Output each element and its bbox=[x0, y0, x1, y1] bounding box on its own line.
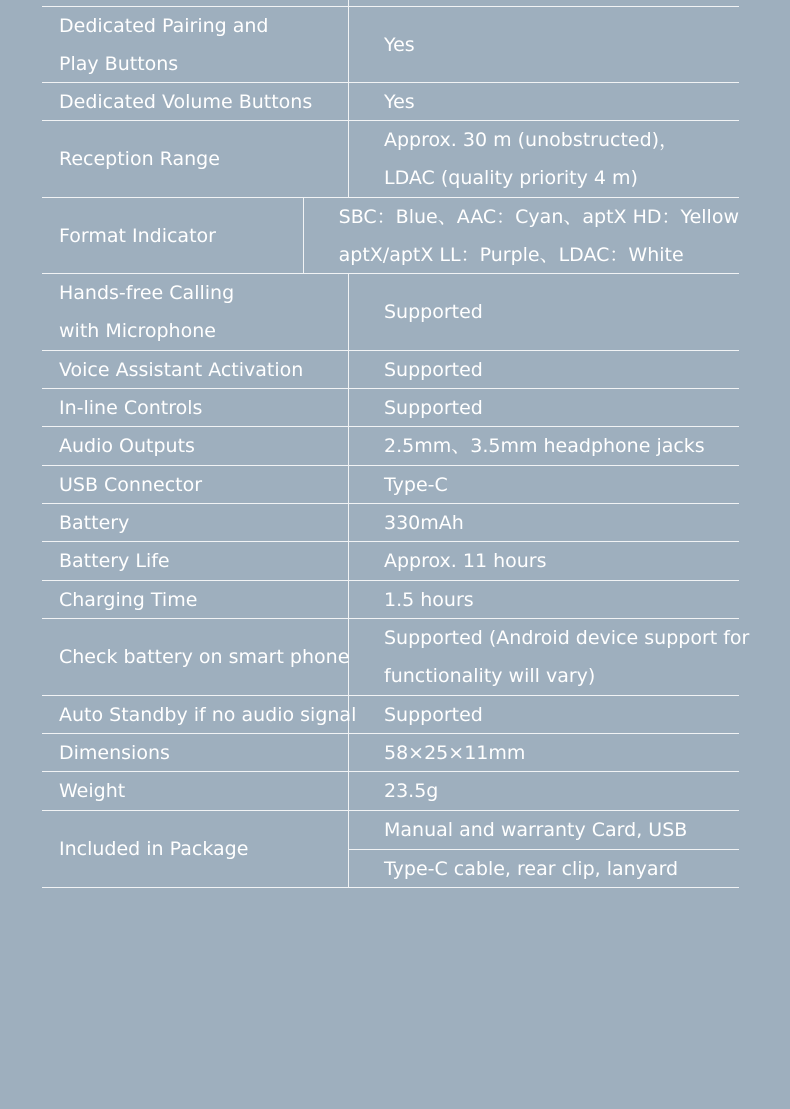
spec-label bbox=[42, 274, 349, 350]
spec-label-line: Included in Package bbox=[59, 838, 249, 860]
spec-label bbox=[42, 811, 349, 887]
spec-row-weight bbox=[42, 772, 739, 811]
spec-label bbox=[42, 198, 304, 273]
spec-value bbox=[349, 389, 739, 426]
spec-label-line: Audio Outputs bbox=[59, 435, 195, 457]
spec-label bbox=[42, 0, 349, 6]
spec-value bbox=[349, 7, 739, 82]
spec-value-line: functionality will vary) bbox=[384, 665, 596, 687]
spec-value bbox=[349, 581, 739, 618]
spec-value-line: Type-C cable, rear clip, lanyard bbox=[349, 849, 739, 887]
spec-row-battery bbox=[42, 504, 739, 542]
spec-label-line: Dedicated Pairing and bbox=[59, 14, 269, 37]
spec-label-line: Auto Standby if no audio signal bbox=[59, 703, 357, 726]
spec-label bbox=[42, 83, 349, 120]
spec-value bbox=[349, 427, 739, 465]
spec-value bbox=[349, 466, 739, 503]
spec-label-line: Play Buttons bbox=[59, 52, 179, 75]
spec-label bbox=[42, 351, 349, 388]
spec-row-pairing-buttons bbox=[42, 7, 739, 83]
spec-label-line: Hands-free Calling bbox=[59, 282, 235, 304]
spec-value bbox=[349, 351, 739, 388]
spec-row-audio-outputs bbox=[42, 427, 739, 466]
spec-value-line: 58×25×11mm bbox=[384, 741, 526, 764]
spec-row-dimensions bbox=[42, 734, 739, 772]
spec-label-line: Dimensions bbox=[59, 741, 170, 764]
spec-row-format-indicator bbox=[42, 198, 739, 274]
spec-label bbox=[42, 542, 349, 580]
spec-value bbox=[349, 696, 739, 733]
spec-value-line: LDAC (quality priority 4 m) bbox=[384, 167, 638, 189]
spec-value-line: 330mAh bbox=[384, 511, 464, 534]
spec-row-voice-assistant bbox=[42, 351, 739, 389]
spec-label-line: Voice Assistant Activation bbox=[59, 358, 304, 381]
spec-row-reception-range bbox=[42, 121, 739, 198]
spec-label bbox=[42, 389, 349, 426]
spec-label-line: Battery bbox=[59, 511, 130, 534]
spec-value bbox=[349, 0, 739, 6]
spec-value bbox=[349, 274, 739, 350]
spec-label bbox=[42, 581, 349, 618]
spec-label bbox=[42, 772, 349, 810]
spec-label-line: Charging Time bbox=[59, 588, 198, 611]
spec-value bbox=[304, 198, 739, 273]
spec-value bbox=[349, 83, 739, 120]
spec-label-line: Check battery on smart phone bbox=[59, 646, 350, 668]
spec-value-line: Approx. 11 hours bbox=[384, 550, 547, 572]
spec-row-auto-standby bbox=[42, 696, 739, 734]
spec-value-line: Type-C bbox=[384, 473, 448, 496]
spec-value-line: aptX/aptX LL：Purple、LDAC：White bbox=[338, 243, 684, 266]
spec-label bbox=[42, 466, 349, 503]
spec-row-included-package bbox=[42, 811, 739, 888]
spec-value-line: SBC：Blue、AAC：Cyan、aptX HD：Yellow bbox=[338, 205, 739, 228]
spec-row-usb-connector bbox=[42, 466, 739, 504]
spec-label-line: Format Indicator bbox=[59, 224, 216, 247]
spec-label-line: Dedicated Volume Buttons bbox=[59, 90, 313, 113]
spec-label-line: Weight bbox=[59, 780, 126, 802]
spec-value bbox=[349, 772, 739, 810]
spec-label bbox=[42, 734, 349, 771]
spec-row-inline-controls bbox=[42, 389, 739, 427]
spec-label-line: Battery Life bbox=[59, 550, 170, 572]
spec-label bbox=[42, 619, 349, 695]
spec-value-line: Supported bbox=[384, 358, 483, 381]
spec-label bbox=[42, 121, 349, 197]
spec-label bbox=[42, 7, 349, 82]
spec-label-line: Reception Range bbox=[59, 148, 220, 170]
spec-label bbox=[42, 696, 357, 733]
spec-value-line: Supported bbox=[384, 301, 483, 323]
spec-row-battery-life bbox=[42, 542, 739, 581]
spec-row-volume-buttons bbox=[42, 83, 739, 121]
spec-value bbox=[349, 504, 739, 541]
spec-value-line: 2.5mm、3.5mm headphone jacks bbox=[384, 435, 705, 457]
spec-value-line: 23.5g bbox=[384, 780, 439, 802]
spec-value-line: Yes bbox=[384, 90, 415, 113]
spec-label bbox=[42, 504, 349, 541]
spec-value-line: Manual and warranty Card, USB bbox=[384, 819, 688, 841]
spec-value-line: Supported (Android device support for bbox=[384, 627, 750, 649]
spec-value-line: Supported bbox=[384, 703, 483, 726]
spec-label-line: with Microphone bbox=[59, 320, 216, 342]
spec-value bbox=[349, 619, 749, 695]
spec-label-line: In-line Controls bbox=[59, 396, 203, 419]
spec-row-charging-time bbox=[42, 581, 739, 619]
spec-value bbox=[349, 121, 739, 197]
spec-table bbox=[42, 0, 750, 888]
spec-value-line: 1.5 hours bbox=[384, 588, 474, 611]
spec-value-line: Approx. 30 m (unobstructed)， bbox=[384, 129, 679, 151]
spec-value bbox=[349, 734, 739, 771]
spec-value-line: Supported bbox=[384, 396, 483, 419]
spec-label-line: USB Connector bbox=[59, 473, 203, 496]
spec-value-line: Yes bbox=[384, 33, 415, 56]
spec-label bbox=[42, 427, 349, 465]
spec-row-hands-free bbox=[42, 274, 739, 351]
spec-row-check-battery bbox=[42, 619, 750, 696]
spec-value-split bbox=[349, 811, 739, 887]
spec-value bbox=[349, 542, 739, 580]
